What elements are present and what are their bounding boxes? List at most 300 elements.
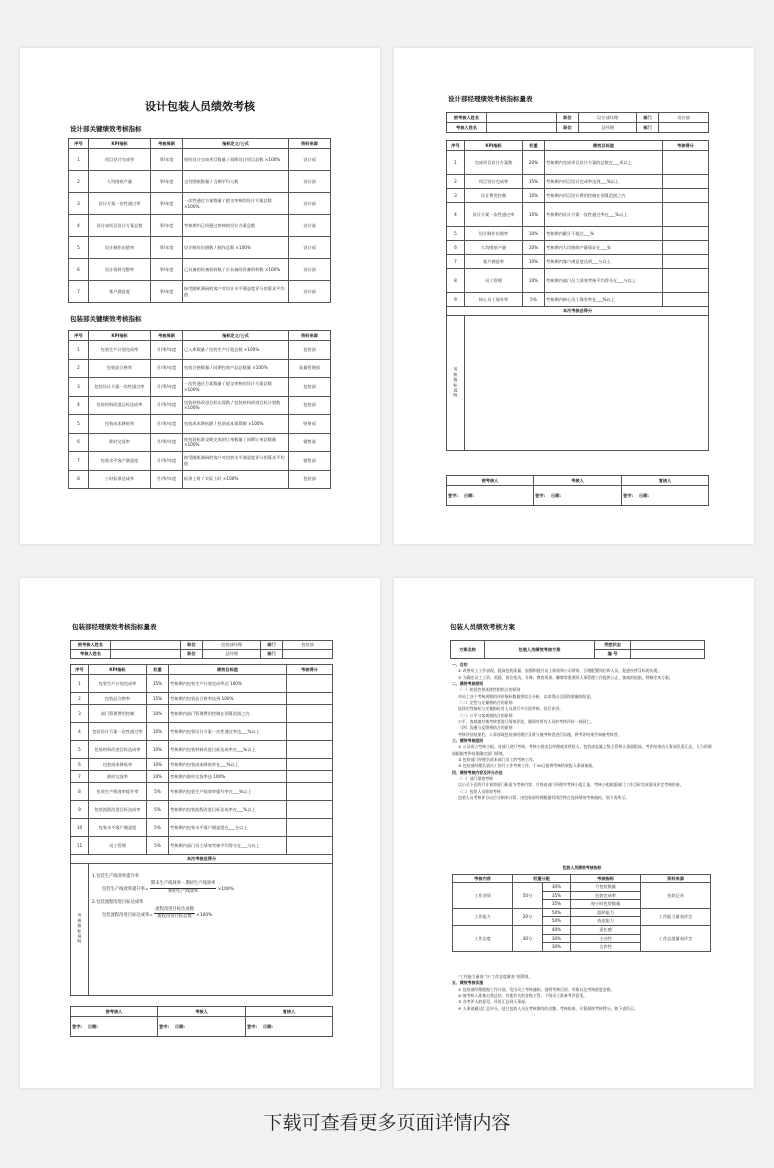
paragraph: ③ 包装部经理负责员工的月工作考核工作，于30日前将考核结果报人事部备案。 <box>458 763 597 769</box>
cell-no: 3 <box>69 378 89 397</box>
manager-kpi-table <box>446 140 709 451</box>
paragraph: 选择定性指标与定量指标对人员进行多方面考核，综合评价。 <box>458 706 564 712</box>
column-header: 资料来源 <box>289 139 331 149</box>
column-header: 序号 <box>71 665 89 675</box>
cell-score[interactable] <box>287 783 333 801</box>
table-row <box>447 151 709 175</box>
paragraph: ① 公司成立考核小组，对部门进行考核。考核小组由总经理或其授权人、包装部直属上级主管和人事部组成。考评结果由人事部负责汇总、人力资源部根据考评结果确定部门绩效。 <box>452 744 712 756</box>
column-header: 绩效目标值 <box>169 665 287 675</box>
cell-source: 包装部 <box>289 341 331 360</box>
formula-2-title: 2.包装流程改进目标达成率 <box>92 899 144 905</box>
cell-no: 3 <box>447 189 465 203</box>
cell-target: 考核期内设计方案一次性通过率在___%以上 <box>545 203 663 227</box>
cell-no: 4 <box>447 203 465 227</box>
column-header: 序号 <box>447 141 465 151</box>
dept-value: 包装部 <box>283 641 333 650</box>
table-row <box>453 883 711 892</box>
cell-formula: 按包装标准交期完成的订单数量 / 同期订单总数量 ×100% <box>183 433 289 452</box>
cell-weight: 5% <box>523 293 545 307</box>
cell-indicator: 主动性 <box>571 934 641 943</box>
cell-source: 设计部 <box>289 237 331 259</box>
table-row <box>447 293 709 307</box>
cell-kpi: 人均图纸产量 <box>465 241 523 255</box>
table-row <box>69 259 331 281</box>
cell-no: 6 <box>447 241 465 255</box>
cell-kpi: 包装材料改进目标达成率 <box>89 396 151 415</box>
dept-label: 部门 <box>261 641 283 650</box>
column-header: 考核得分 <box>663 141 709 151</box>
cell-kpi: 客户满意率 <box>465 255 523 269</box>
cell-weight: 10% <box>147 723 169 741</box>
cell-indicator: 包装完成率 <box>571 891 641 900</box>
cell-weight: 10% <box>147 741 169 759</box>
cell-target: 考核期内准时交货率达 100% <box>169 771 287 783</box>
section-heading: 四、绩效考核内容及评分办法 <box>452 769 503 775</box>
dept-label: 部门 <box>261 650 283 659</box>
cell-weight: 20分 <box>513 908 543 925</box>
cell-weight: 10% <box>523 189 545 203</box>
document-page-3 <box>20 578 380 1088</box>
paragraph: ① 改善员工工作表现，提高包装质量，加强和提升员工绩效和公司绩效，合理配置岗位和人员，促进经营目标的实现。 <box>458 668 662 674</box>
examiner-sign-header: 考核人 <box>534 476 622 486</box>
cell-kpi: 包装成本降低率 <box>89 415 151 434</box>
table-row <box>453 925 711 934</box>
cell-kpi: 包装设计方案一次性通过率 <box>89 723 147 741</box>
examiner-value <box>487 123 557 133</box>
paragraph: ② 被考核人准备自我总结，其他有关的各级主管、下级员工准备考评意见。 <box>458 992 588 998</box>
cell-score[interactable] <box>663 293 709 307</box>
table-row <box>447 175 709 189</box>
cell-kpi: 设计方案一次性通过率 <box>89 193 151 215</box>
table-row <box>69 215 331 237</box>
cell-source: 质量管理部 <box>289 359 331 378</box>
column-header: 序号 <box>69 331 89 341</box>
cell-score[interactable] <box>287 837 333 855</box>
paragraph: ④ 人事部通过汇总评分，结合包装人员在考核期内的出勤、考核结果，计算最终考核得分，如下表所示。 <box>458 1005 638 1011</box>
paragraph: ② 包装部门经理负责本部门员工的考核工作。 <box>458 756 537 762</box>
cell-cycle: 季/年度 <box>151 237 183 259</box>
cell-content: 工作业绩 <box>453 883 513 909</box>
table-row <box>447 203 709 227</box>
cell-formula: 包装成本降低额 / 包装成本预算额 ×100% <box>183 415 289 434</box>
paragraph: 对员工各个考核周期的评价指标数据要综合分析，以求得出全面和准确的结论。 <box>458 693 595 699</box>
table-row <box>69 470 331 489</box>
cell-cycle: 季/年度 <box>151 259 183 281</box>
cell-source: 设计部 <box>289 171 331 193</box>
section-heading: 五、绩效考核实施 <box>452 980 484 986</box>
cell-source: 工作态度量表评定 <box>641 925 711 951</box>
cell-item-weight: 35% <box>543 900 571 909</box>
cell-formula: 包装材料改进目标实现数 / 包装材料改进目标计划数 ×100% <box>183 396 289 415</box>
kpi-table-title: 包装人员绩效考核指标 <box>562 865 602 870</box>
examinee-value <box>487 113 557 123</box>
cell-source: 包装部 <box>289 470 331 489</box>
table-row <box>447 255 709 269</box>
paragraph: 考核评估结束后，人事部或包装部经理应及时与被考核者进行沟通，将考评结果告知被考核者。 <box>458 731 622 737</box>
formula-1-title: 1.包装生产线效率提升率 <box>92 874 140 879</box>
cell-weight: 5% <box>147 819 169 837</box>
cell-no: 7 <box>69 452 89 471</box>
cell-item-weight: 35% <box>543 891 571 900</box>
code-label: 编 号 <box>595 650 631 659</box>
formula-2: 包装流程改进目标达成率= $\frac{\text{流程改进目标达成数}}{\text{流程改进目标总数}}$ ×100% <box>102 906 213 920</box>
cell-target: 考核期内客户满意度达到___分以上 <box>545 255 663 269</box>
cell-kpi: 包装设计方案一次性通过率 <box>89 378 151 397</box>
cell-no: 2 <box>447 175 465 189</box>
cell-source: 设计部 <box>289 281 331 303</box>
paragraph: （一）部门绩效考核 <box>458 775 494 781</box>
cell-source: 销售部 <box>289 452 331 471</box>
cell-no: 7 <box>447 255 465 269</box>
cell-no: 4 <box>69 396 89 415</box>
cell-target: 考核期内核心员工保有率在___%以上 <box>545 293 663 307</box>
section-title-design: 设计部关键绩效考核指标 <box>70 125 142 133</box>
cell-score[interactable] <box>663 255 709 269</box>
cell-cycle: 月/季/年度 <box>151 433 183 452</box>
cell-weight: 10% <box>523 227 545 241</box>
cell-weight: 30分 <box>513 925 543 951</box>
cell-cycle: 季/年度 <box>151 193 183 215</box>
table-row <box>71 705 333 723</box>
position-label: 职位 <box>181 641 203 650</box>
cell-target: 考核期内项目设计完成率达到___%以上 <box>545 175 663 189</box>
cell-formula: 已具备的设备资料数 / 应具备的设备资料数 ×100% <box>183 259 289 281</box>
cell-weight: 15% <box>147 675 169 693</box>
column-header: 资料来源 <box>641 875 711 883</box>
cell-weight: 10% <box>523 255 545 269</box>
cell-kpi: 包装材料改进目标达成率 <box>89 741 147 759</box>
cell-kpi: 包装水平客户满意度 <box>89 452 151 471</box>
cell-score[interactable] <box>663 175 709 189</box>
column-header: KPI指标 <box>89 331 151 341</box>
examinee-label: 被考核人姓名 <box>71 641 111 650</box>
cell-cycle: 月/季/年度 <box>151 359 183 378</box>
cell-source: 工作能力量表评定 <box>641 908 711 925</box>
cell-source: 包装部 <box>289 396 331 415</box>
sign-cell: 签字: 日期: <box>158 1017 246 1037</box>
cell-cycle: 季/年度 <box>151 171 183 193</box>
cell-target: 考核期内部门管理费用控制在预算范围之内 <box>169 705 287 723</box>
cell-score[interactable] <box>287 759 333 771</box>
cell-source: 包装部 <box>289 378 331 397</box>
cell-kpi: 项目设计完成率 <box>465 175 523 189</box>
table-row <box>71 837 333 855</box>
cell-formula: 一次性通过方案数量 / 提交审核的设计方案总数 ×100% <box>183 378 289 397</box>
examinee-sign-header: 被考核人 <box>447 476 534 486</box>
cell-kpi: 设计制作出错率 <box>89 237 151 259</box>
column-header: 考核周期 <box>151 331 183 341</box>
dept-label: 部门 <box>637 113 659 123</box>
position-value: 包装部经理 <box>203 641 261 650</box>
cell-formula: 考核期内已经通过审核的设计方案总数 <box>183 215 289 237</box>
sign-cell: 签字: 日期: <box>447 486 534 506</box>
cell-weight: 5% <box>147 783 169 801</box>
column-header: 权重 <box>147 665 169 675</box>
cell-kpi: 人均图纸产量 <box>89 171 151 193</box>
cell-score[interactable] <box>287 801 333 819</box>
cell-kpi: 包装品合格率 <box>89 693 147 705</box>
cell-formula: 接受随机调研的客户对包装水平满意度评分的算术平均值 <box>183 452 289 471</box>
cell-item-weight: 30% <box>543 883 571 892</box>
paragraph: （三）公平与客观相结合的原则 <box>458 712 513 718</box>
cell-score[interactable] <box>663 241 709 255</box>
cell-weight: 10% <box>147 759 169 771</box>
cell-target: 考核期内包装生产线效率提升率在___%以上 <box>169 783 287 801</box>
column-header: 资料来源 <box>289 331 331 341</box>
examinee-label: 被考核人姓名 <box>447 113 487 123</box>
table-row <box>71 675 333 693</box>
column-header: KPI指标 <box>465 141 523 151</box>
cell-no: 7 <box>69 281 89 303</box>
status-value <box>631 641 705 650</box>
cell-kpi: 工时标准达成率 <box>89 470 151 489</box>
section-title-pack: 包装部关键绩效考核指标 <box>70 315 142 323</box>
sign-cell: 签字: 日期: <box>622 486 709 506</box>
document-page-4 <box>394 578 754 1088</box>
cell-score[interactable] <box>287 771 333 783</box>
cell-weight: 15% <box>147 693 169 705</box>
cell-kpi: 项目设计完成率 <box>89 149 151 171</box>
cell-score[interactable] <box>663 151 709 175</box>
paragraph: 公平、客观地对被考核者进行绩效评估，做到对所有人员的考核评价一视同仁。 <box>458 718 595 724</box>
cell-indicator: 表达能力 <box>571 917 641 926</box>
position-label: 职位 <box>557 113 579 123</box>
cell-no: 1 <box>69 341 89 360</box>
cell-weight: 15% <box>523 175 545 189</box>
cell-no: 5 <box>69 237 89 259</box>
column-header: 序号 <box>69 139 89 149</box>
scheme-header-table <box>450 640 705 659</box>
cell-kpi: 员工管理 <box>89 837 147 855</box>
cell-score[interactable] <box>287 723 333 741</box>
manager-kpi-table <box>70 664 333 996</box>
paragraph: （一）阶段性和连续性相结合的原则 <box>458 687 521 693</box>
examiner-label: 考核人姓名 <box>447 123 487 133</box>
table-row <box>69 415 331 434</box>
cell-no: 2 <box>69 359 89 378</box>
cell-source: 设计部 <box>289 215 331 237</box>
cell-no: 2 <box>69 171 89 193</box>
cell-source: 销售部 <box>289 433 331 452</box>
cell-cycle: 月/季/年度 <box>151 415 183 434</box>
download-more-hint[interactable]: 下载可查看更多页面详情内容 <box>263 1112 511 1134</box>
scheme-name-label: 方案名称 <box>451 641 485 659</box>
cell-kpi: 包装生产计划完成率 <box>89 341 151 360</box>
cell-item-weight: 50% <box>543 917 571 926</box>
cell-score[interactable] <box>663 269 709 293</box>
cell-indicator: 组织能力 <box>571 908 641 917</box>
paragraph: “工作能力量表”与“工作态度量表”见附则。 <box>458 974 533 979</box>
total-score-label: 本次考核总得分 <box>71 855 333 864</box>
document-page-2 <box>394 48 754 544</box>
cell-formula: 包装合格数量 / 同期包装产品总数量 ×100% <box>183 359 289 378</box>
cell-formula: 标准工时 / 实际工时 ×100% <box>183 470 289 489</box>
column-header: 考核内容 <box>453 875 513 883</box>
paragraph: ③ 各考评人的意见，评语汇总到人事部。 <box>458 999 529 1005</box>
cell-no: 9 <box>71 801 89 819</box>
cell-source: 设计部 <box>289 149 331 171</box>
cell-cycle: 季/年度 <box>151 215 183 237</box>
position-label: 职位 <box>557 123 579 133</box>
cell-score[interactable] <box>287 819 333 837</box>
column-header: KPI指标 <box>89 139 151 149</box>
cell-formula: 一次性通过方案数量 / 提交审核的设计方案总数 ×100% <box>183 193 289 215</box>
table-row <box>447 269 709 293</box>
position-value: 总经理 <box>203 650 261 659</box>
cell-formula: 按时设计完成项目数量 / 同期设计项目总数 ×100% <box>183 149 289 171</box>
cell-no: 4 <box>71 723 89 741</box>
cell-no: 4 <box>69 215 89 237</box>
page-title: 设计部经理绩效考核指标量表 <box>448 95 533 103</box>
position-value: 设计部经理 <box>579 113 637 123</box>
cell-kpi: 包装生产线效率提升率 <box>89 783 147 801</box>
cell-source: 包装记录 <box>641 883 711 909</box>
cell-kpi: 客户满意度 <box>89 281 151 303</box>
cell-weight: 10% <box>523 241 545 255</box>
column-header: 指标定义/公式 <box>183 139 289 149</box>
cell-target: 考核期内部门员工绩效考核平均得分在___分以上 <box>169 837 287 855</box>
scheme-name: 包装人员绩效考核方案 <box>485 641 595 659</box>
info-table <box>446 112 709 133</box>
table-row <box>69 281 331 303</box>
cell-cycle: 月/季/年度 <box>151 341 183 360</box>
cell-indicator: 合作性 <box>571 943 641 952</box>
cell-score[interactable] <box>287 705 333 723</box>
cell-weight: 10% <box>147 771 169 783</box>
paragraph: 包装人员考核评分以百分制来计算，由包装部经理根据其岗位特点选择绩效考核指标，如下表所示。 <box>458 794 630 800</box>
explain-label: 考核指标说明 <box>447 316 465 451</box>
table-row <box>71 723 333 741</box>
table-row <box>453 908 711 917</box>
code-value <box>631 650 705 659</box>
cell-target: 考核期内包装品合格率达到 100% <box>169 693 287 705</box>
cell-score[interactable] <box>663 227 709 241</box>
cell-content: 工作能力 <box>453 908 513 925</box>
column-header: 指标定义/公式 <box>183 331 289 341</box>
cell-score[interactable] <box>287 741 333 759</box>
cell-kpi: 设计制作出错率 <box>465 227 523 241</box>
cell-no: 5 <box>71 741 89 759</box>
table-row <box>69 396 331 415</box>
total-row <box>71 855 333 864</box>
cell-no: 6 <box>71 759 89 771</box>
examiner-sign-header: 考核人 <box>158 1007 246 1017</box>
cell-source: 设计部 <box>289 193 331 215</box>
cell-no: 11 <box>71 837 89 855</box>
table-row <box>69 171 331 193</box>
paragraph: （二）包装人员绩效考核 <box>458 788 501 794</box>
table-row <box>69 149 331 171</box>
column-header: 考核得分 <box>287 665 333 675</box>
explain-label: 考核指标说明 <box>71 864 89 996</box>
scheme-text-body <box>452 662 712 801</box>
cell-no: 1 <box>71 675 89 693</box>
cell-cycle: 月/季/年度 <box>151 378 183 397</box>
cell-no: 9 <box>447 293 465 307</box>
cell-target: 考核期内累计不超过___% <box>545 227 663 241</box>
table-row <box>71 819 333 837</box>
table-row <box>447 241 709 255</box>
cell-indicator: 月包装数量 <box>571 883 641 892</box>
cell-weight: 5% <box>147 837 169 855</box>
total-score-label: 本次考核总得分 <box>447 307 709 316</box>
cell-score[interactable] <box>287 675 333 693</box>
cell-cycle: 月/季/年度 <box>151 470 183 489</box>
column-header: 绩效目标值 <box>545 141 663 151</box>
section-heading: 三、绩效考核组织 <box>452 737 484 743</box>
cell-indicator: 每小时包装数量 <box>571 900 641 909</box>
column-header: 考核指标 <box>571 875 641 883</box>
cell-kpi: 核心员工保有率 <box>465 293 523 307</box>
sign-cell: 签字: 日期: <box>246 1017 333 1037</box>
dept-value <box>283 650 333 659</box>
formula-explanation <box>92 874 328 921</box>
cell-target: 考核期内包装水平客户满意度在___分以上 <box>169 819 287 837</box>
cell-formula: 设计制作出错数 / 制作总数 ×100% <box>183 237 289 259</box>
examiner-value <box>111 650 181 659</box>
cell-no: 5 <box>69 415 89 434</box>
cell-cycle: 季/年度 <box>151 149 183 171</box>
page-title: 设计包装人员绩效考核 <box>145 100 255 113</box>
cell-score[interactable] <box>663 189 709 203</box>
cell-weight: 10% <box>523 203 545 227</box>
cell-formula: 已入库数量 / 包装生产计划总数 ×100% <box>183 341 289 360</box>
cell-no: 5 <box>447 227 465 241</box>
column-header: KPI指标 <box>89 665 147 675</box>
examiner-label: 考核人姓名 <box>71 650 111 659</box>
reviewer-sign-header: 复核人 <box>246 1007 333 1017</box>
status-label: 受控状态 <box>595 641 631 650</box>
cell-kpi: 设计资料完整率 <box>89 259 151 281</box>
examinee-sign-header: 被考核人 <box>71 1007 158 1017</box>
cell-score[interactable] <box>663 203 709 227</box>
table-row <box>69 378 331 397</box>
cell-cycle: 月/季/年度 <box>151 452 183 471</box>
table-row <box>71 741 333 759</box>
cell-no: 8 <box>69 470 89 489</box>
cell-target: 考核期内包装设计方案一次性通过率达___%以上 <box>169 723 287 741</box>
cell-weight: 20% <box>523 151 545 175</box>
reviewer-sign-header: 复核人 <box>622 476 709 486</box>
cell-no: 7 <box>71 771 89 783</box>
paragraph: ② 为确定员工工资、奖励、岗位变动、升降、教育培训、解聘等重要的人事管理工作提供公正、客观的依据，特制定本方案。 <box>458 674 673 680</box>
table-row <box>69 193 331 215</box>
table-row <box>69 359 331 378</box>
cell-no: 6 <box>69 259 89 281</box>
cell-cycle: 月/季/年度 <box>151 396 183 415</box>
cell-kpi: 准时交货率 <box>89 433 151 452</box>
cell-kpi: 设计费用控制 <box>465 189 523 203</box>
cell-weight: 5% <box>147 801 169 819</box>
cell-no: 8 <box>447 269 465 293</box>
cell-kpi: 员工管理 <box>465 269 523 293</box>
formula-1: 包装生产线效率提升率= $\frac{\text{期末生产线效率－期初生产线效率}}{\text{期初生产线效率}}$ ×100% <box>102 880 234 894</box>
cell-kpi: 准时交货率 <box>89 771 147 783</box>
cell-no: 6 <box>69 433 89 452</box>
cell-weight: 10% <box>147 705 169 723</box>
cell-kpi: 部门管理费用控制 <box>89 705 147 723</box>
cell-score[interactable] <box>287 693 333 705</box>
cell-no: 10 <box>71 819 89 837</box>
cell-target: 考核期内包装成本降低率在___%以上 <box>169 759 287 771</box>
table-row <box>71 783 333 801</box>
sign-table <box>446 475 709 506</box>
cell-target: 考核期内完成项目设计方案的总数在___项以上 <box>545 151 663 175</box>
paragraph: （二）定性与定量相结合的原则 <box>458 699 513 705</box>
cell-item-weight: 30% <box>543 943 571 952</box>
sign-cell: 签字: 日期: <box>71 1017 158 1037</box>
cell-target: 考核期内包装材料改进目标达成率在___%以上 <box>169 741 287 759</box>
